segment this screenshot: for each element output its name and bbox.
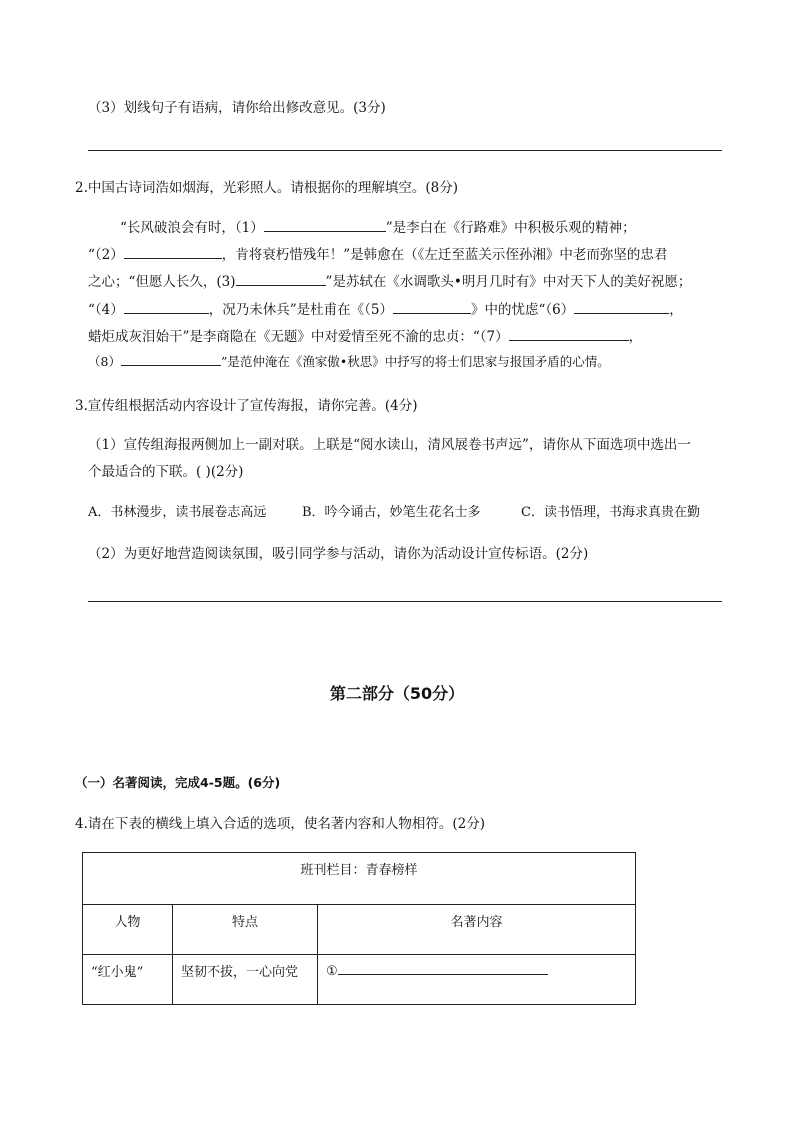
table-cell-answer [318, 955, 636, 1005]
question-3-2: （2）为更好地营造阅读氛围，吸引同学参与活动，请你为活动设计宣传标语。(2分) [88, 546, 589, 562]
question-1-3: （3）划线句子有语病，请你给出修改意见。(3分) [88, 100, 386, 116]
poem-text: “（4） [88, 302, 124, 318]
answer-line[interactable] [88, 601, 722, 602]
table-header: 人物 [83, 905, 173, 955]
section-heading: （一）名著阅读，完成4-5题。(6分) [75, 775, 281, 790]
poem-text: ，肯将衰朽惜残年！”是韩愈在（《左迁至蓝关示侄孙湘》中老而弥坚的忠君 [221, 247, 668, 263]
part-title: 第二部分（50分） [329, 684, 465, 703]
book-table [82, 852, 636, 1005]
poem-line-2 [88, 243, 667, 263]
poem-line-1 [120, 216, 636, 236]
poem-line-6 [88, 352, 610, 370]
table-cell: 坚韧不拔，一心向党 [173, 955, 318, 1005]
poem-text: ”是李白在《行路难》中积极乐观的精神； [385, 220, 636, 236]
poem-text: （8） [88, 354, 121, 369]
fill-blank-4[interactable] [124, 300, 209, 314]
answer-line[interactable] [88, 150, 722, 151]
table-header: 名著内容 [318, 905, 636, 955]
poem-line-5 [88, 325, 642, 345]
poem-text: ， [669, 302, 683, 318]
question-3-1: （1）宣传组海报两侧加上一副对联。上联是“阅水读山，清风展卷书声远”，请你从下面选项中选出一 [88, 437, 691, 453]
poem-line-4 [88, 298, 683, 318]
poem-text: ，况乃未休兵”是杜甫在《（5） [208, 302, 393, 318]
fill-blank-5[interactable] [393, 300, 471, 314]
poem-text: ”是苏轼在《水调歌头•明月几时有》中对天下人的美好祝愿； [325, 274, 692, 290]
table-cell: “红小鬼” [83, 955, 173, 1005]
poem-text: ， [628, 329, 643, 345]
poem-line-3 [88, 270, 691, 290]
fill-blank-3[interactable] [236, 272, 326, 286]
option-a[interactable]: A．书林漫步，读书展卷志高远 [88, 505, 267, 520]
fill-blank-8[interactable] [121, 352, 221, 366]
fill-blank-table[interactable] [338, 961, 548, 975]
fill-blank-7[interactable] [509, 327, 629, 341]
question-3-prompt: 3.宣传组根据活动内容设计了宣传海报，请你完善。(4分) [75, 398, 418, 414]
question-2-prompt: 2.中国古诗词浩如烟海，光彩照人。请根据你的理解填空。(8分) [75, 180, 459, 196]
circled-number: ① [326, 964, 338, 979]
fill-blank-2[interactable] [124, 245, 222, 259]
question-4-prompt: 4.请在下表的横线上填入合适的选项，使名著内容和人物相符。(2分) [75, 816, 486, 832]
poem-text: ”是范仲淹在《渔家傲•秋思》中抒写的将士们思家与报国矛盾的心情。 [220, 354, 610, 369]
poem-text: 蜡炬成灰泪始干”是李商隐在《无题》中对爱情至死不渝的忠贞：“（7） [88, 329, 509, 345]
question-3-1-cont: 个最适合的下联。( )(2分) [88, 464, 244, 480]
option-b[interactable]: B．吟今诵古，妙笔生花名士多 [302, 505, 481, 520]
poem-text: 》中的忧虑“（6） [471, 302, 575, 318]
poem-text: 之心；“但愿人长久，(3) [88, 274, 236, 290]
table-header: 特点 [173, 905, 318, 955]
fill-blank-6[interactable] [574, 300, 669, 314]
poem-text: “长风破浪会有时，（1） [120, 220, 264, 236]
option-c[interactable]: C．读书悟理，书海求真贵在勤 [521, 505, 700, 520]
poem-text: “（2） [88, 247, 124, 263]
table-caption: 班刊栏目：青春榜样 [83, 853, 636, 905]
fill-blank-1[interactable] [264, 218, 386, 232]
